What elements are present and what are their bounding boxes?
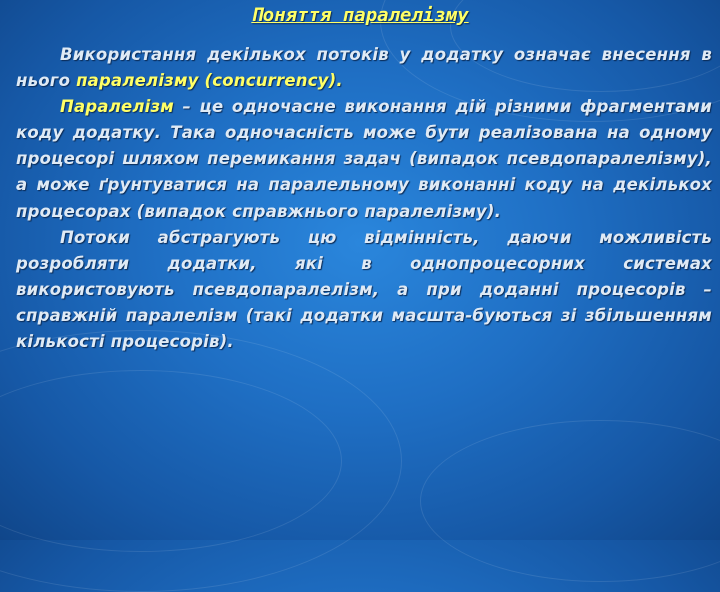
- parallelism-term: Паралелізм: [60, 97, 174, 117]
- paragraph-threads: [16, 225, 712, 355]
- slide-body: [16, 42, 712, 355]
- paragraph-concurrency: [16, 42, 712, 94]
- concurrency-term: паралелізму (concurrency).: [76, 71, 343, 91]
- paragraph-definition: [16, 94, 712, 224]
- slide-title: Поняття паралелізму: [251, 4, 469, 26]
- water-ripple-decoration: [420, 420, 720, 582]
- paragraph-3-text: Потоки абстрагують цю відмінність, даючи можливість розробляти додатки, які в однопроцесорних системах використовують псевдопаралелізм, а при доданні процесорів – справжній паралелізм (такі додатки масшта-буються зі збільшенням кількості процесорів).: [16, 227, 712, 352]
- paragraph-2-text: – це одночасне виконання дій різними фрагментами коду додатку. Така одночасність може бути реалізована на одному процесорі шляхом перемикання задач (випадок псевдопаралелізму), а може ґрунтуватися на паралельному виконанні коду на декількох процесорах (випадок справжнього паралелізму).: [16, 97, 712, 221]
- paragraph-1-text: Використання декількох потоків у додатку означає внесення в нього: [16, 45, 712, 91]
